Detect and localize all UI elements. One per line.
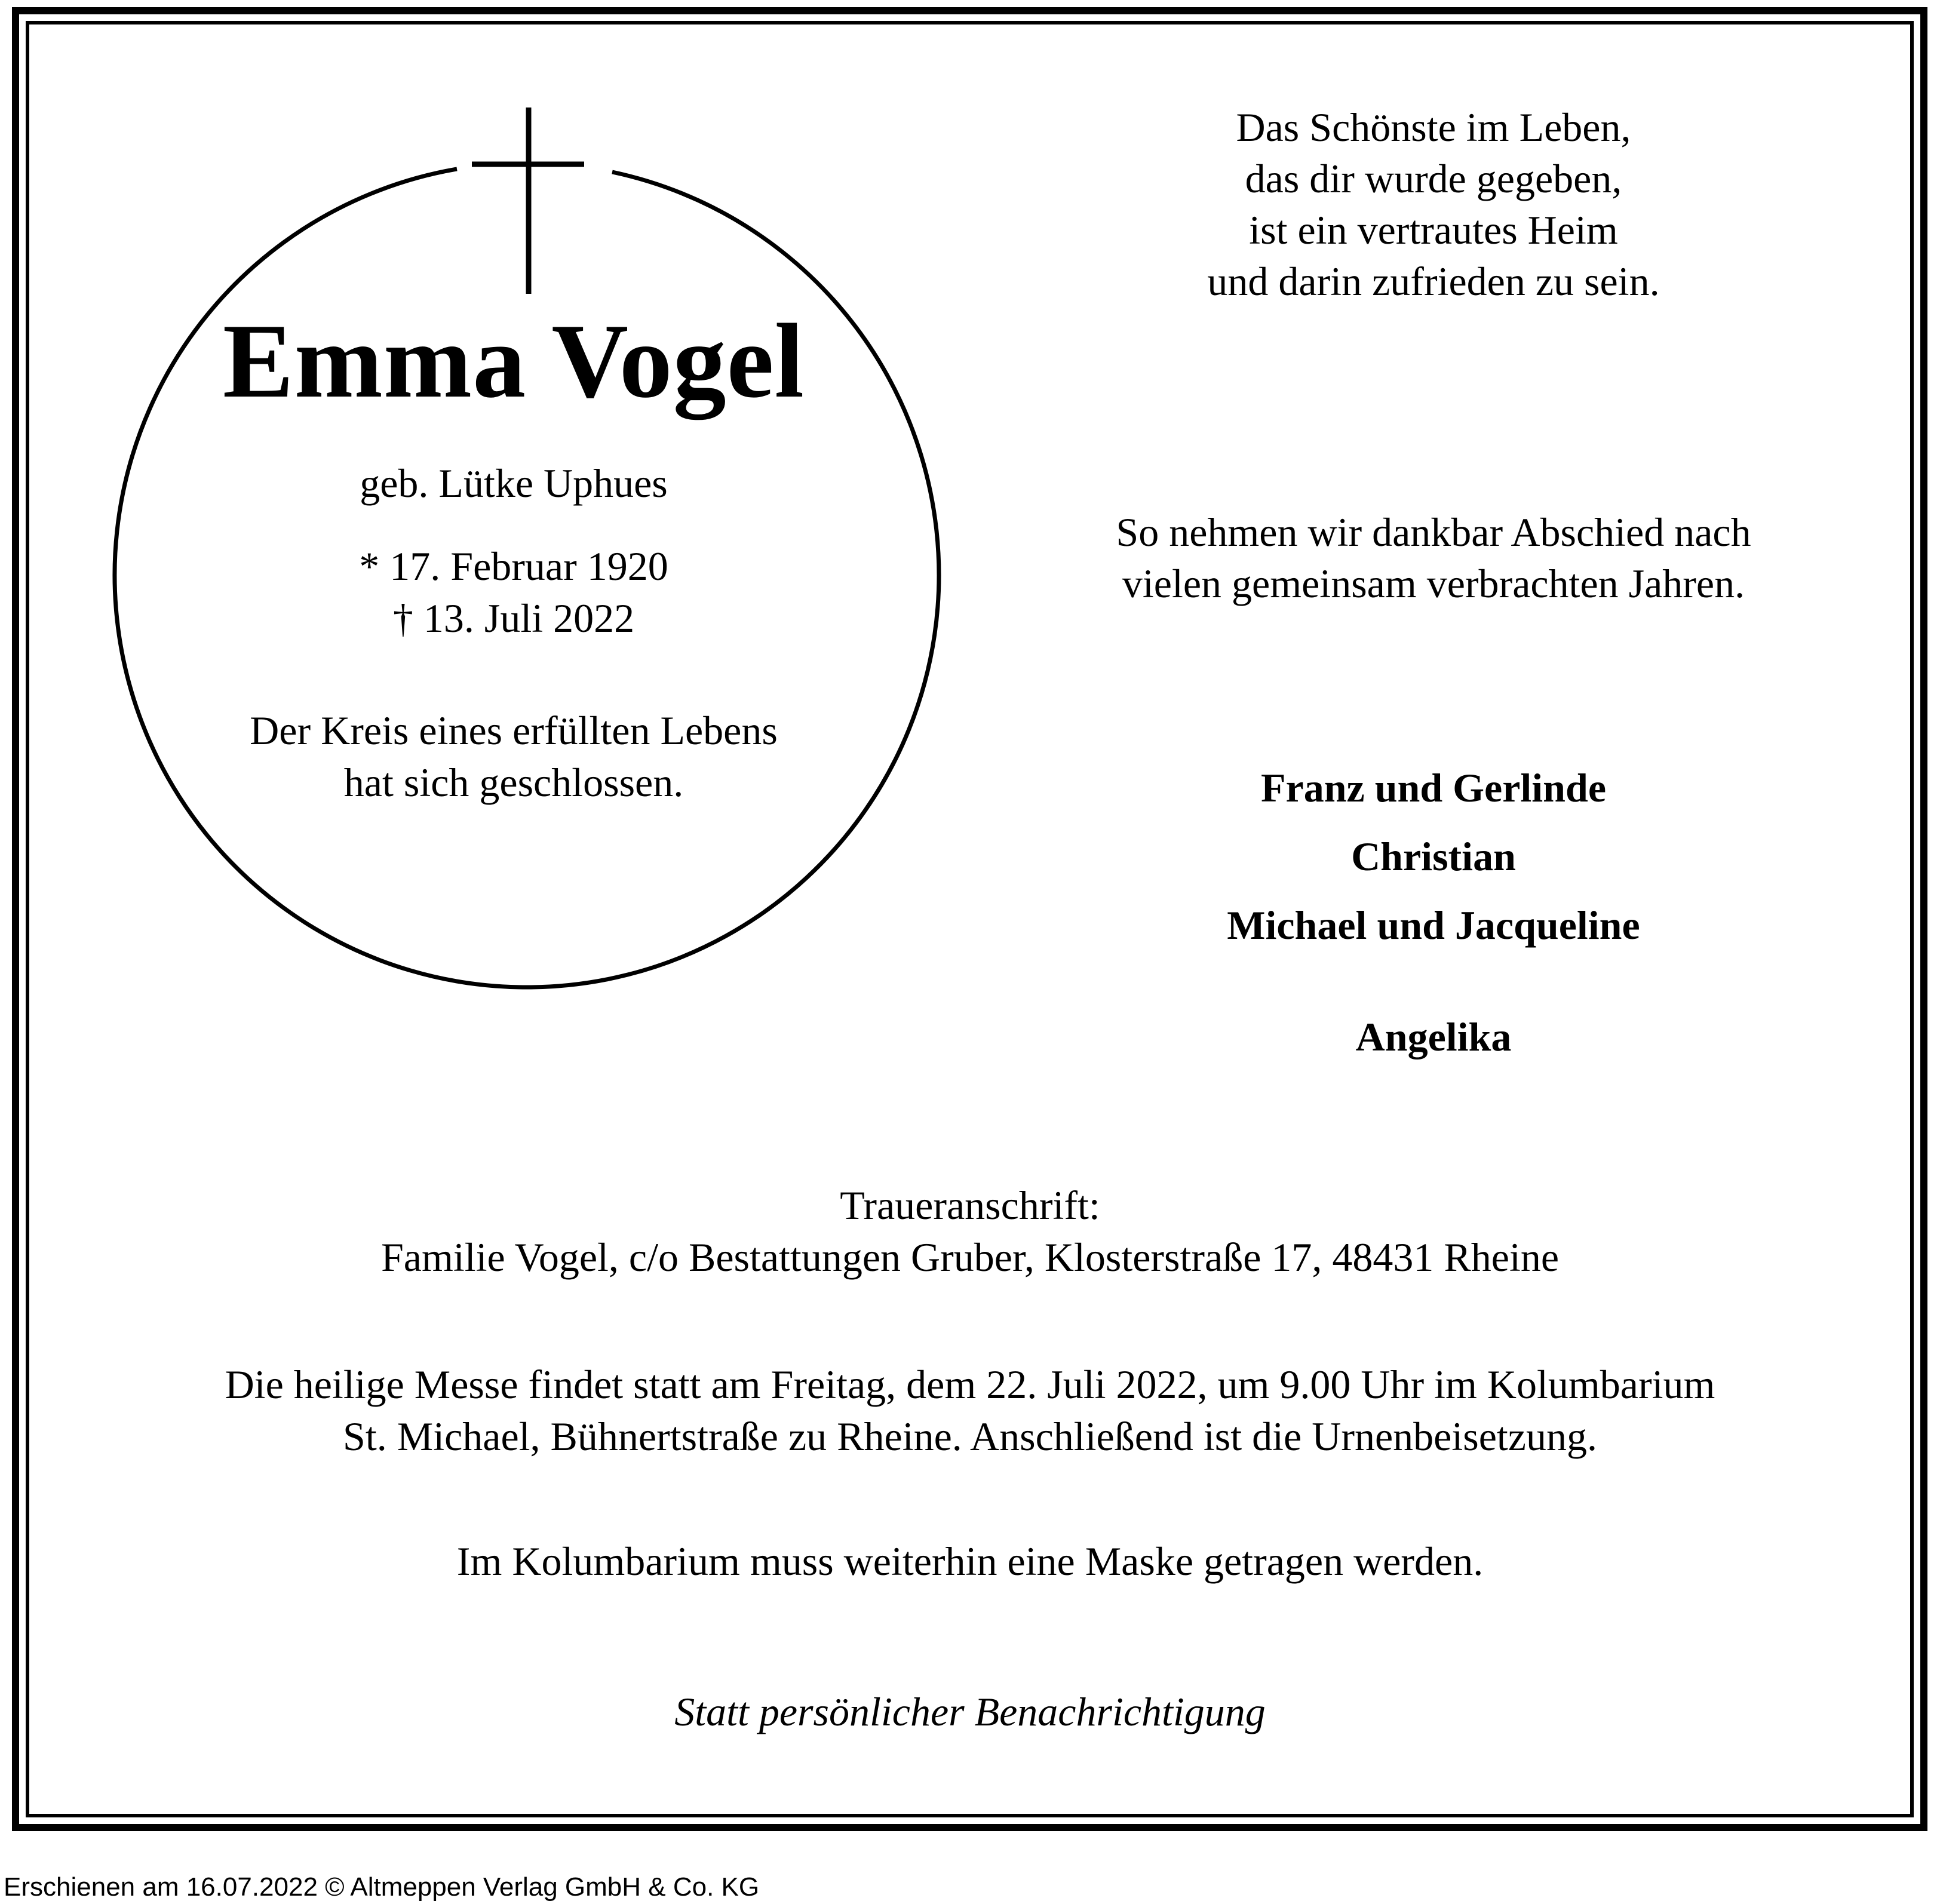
mourner-name: Christian [1351, 834, 1516, 879]
farewell-line: So nehmen wir dankbar Abschied nach [1116, 509, 1751, 555]
mourner-name: Michael und Jacqueline [1227, 902, 1640, 948]
poem-line: und darin zufrieden zu sein. [1207, 259, 1660, 304]
address-text: Familie Vogel, c/o Bestattungen Gruber, Klosterstraße 17, 48431 Rheine [380, 1234, 1560, 1280]
poem-line: das dir wurde gegeben, [1245, 156, 1622, 201]
cross-icon [472, 108, 584, 294]
poem-line: Das Schönste im Leben, [1236, 105, 1631, 150]
publication-footer: Erschienen am 16.07.2022 © Altmeppen Verlag GmbH & Co. KG [4, 1872, 760, 1902]
circle-quote-line: hat sich geschlossen. [343, 760, 684, 805]
address-label: Traueranschrift: [840, 1183, 1100, 1228]
birth-name: geb. Lütke Uphues [360, 460, 668, 506]
birth-date: * 17. Februar 1920 [359, 543, 668, 589]
mass-line: Die heilige Messe findet statt am Freitag, dem 22. Juli 2022, um 9.00 Uhr im Kolumbarium [225, 1362, 1715, 1407]
circle-quote [108, 705, 920, 809]
deceased-name: Emma Vogel [222, 302, 805, 420]
poem [1027, 102, 1840, 307]
poem-line: ist ein vertrautes Heim [1249, 207, 1618, 253]
mass-info [60, 1359, 1880, 1463]
farewell-line: vielen gemeinsam verbrachten Jahren. [1122, 561, 1745, 606]
circle-quote-line: Der Kreis eines erfüllten Lebens [250, 708, 778, 753]
mourner-name: Angelika [1355, 1014, 1512, 1060]
farewell-text [1027, 506, 1840, 609]
life-dates [108, 541, 920, 644]
mask-note: Im Kolumbarium muss weiterhin eine Maske getragen werden. [456, 1538, 1484, 1584]
mourner-name: Franz und Gerlinde [1260, 765, 1607, 810]
mourning-address [60, 1180, 1880, 1283]
mass-line: St. Michael, Bühnertstraße zu Rheine. Anschließend ist die Urnenbeisetzung. [343, 1414, 1597, 1459]
death-date: † 13. Juli 2022 [392, 595, 635, 641]
notice-text: Statt persönlicher Benachrichtigung [674, 1689, 1266, 1734]
